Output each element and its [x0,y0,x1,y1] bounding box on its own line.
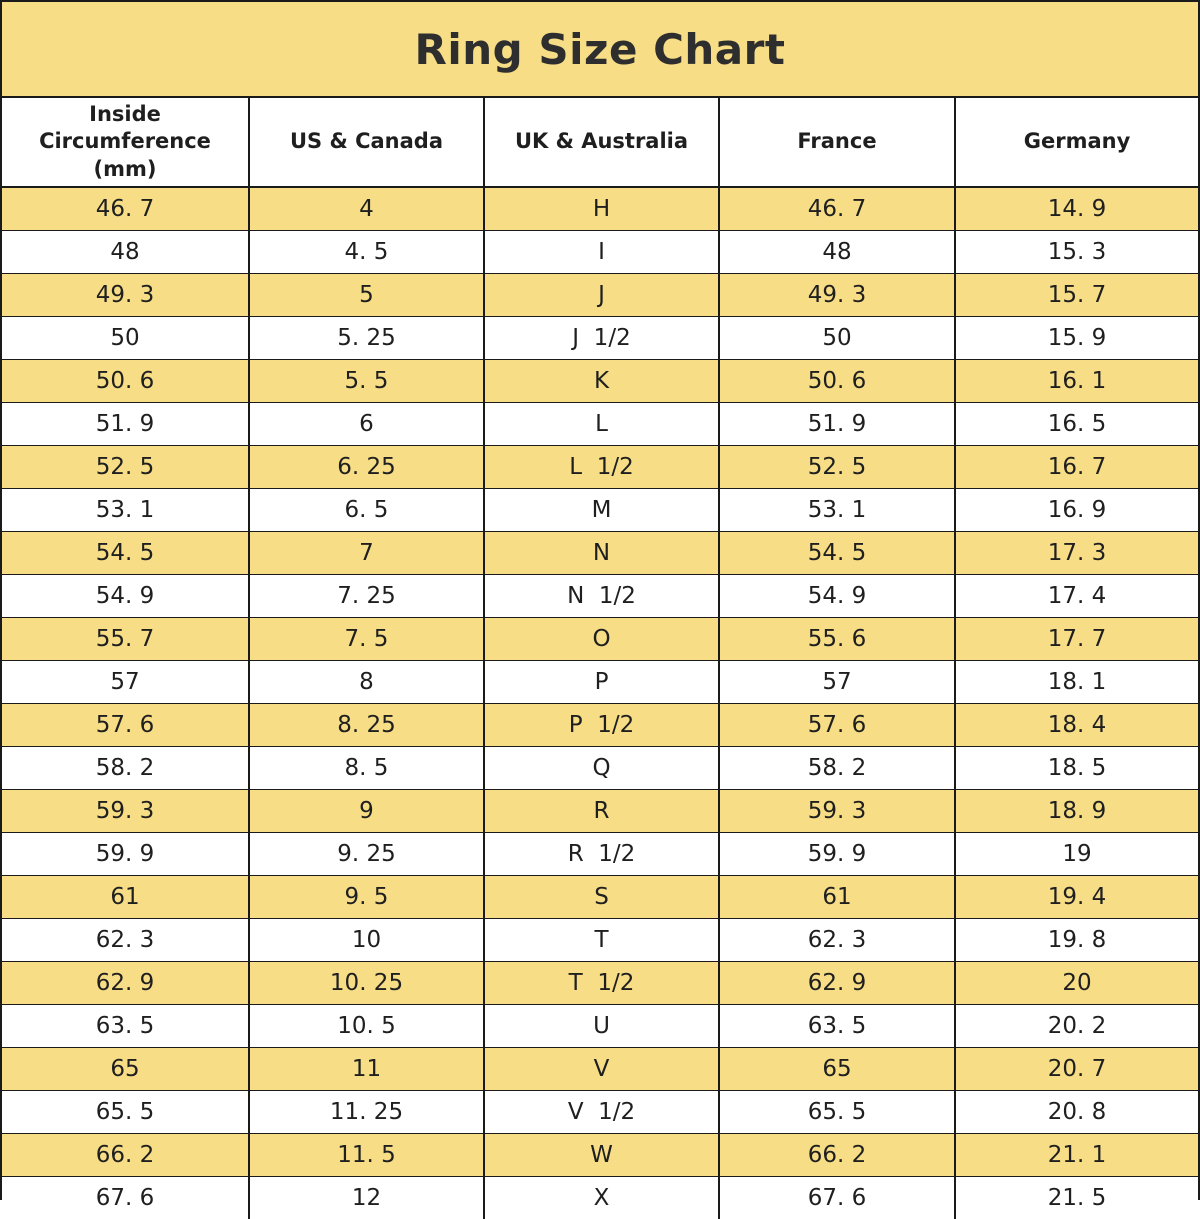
table-cell: 51. 9 [2,403,249,446]
table-cell: 17. 3 [955,532,1198,575]
table-cell: 59. 3 [2,790,249,833]
column-header-france [719,98,955,187]
table-cell: 8. 25 [249,704,484,747]
table-cell: 66. 2 [2,1134,249,1177]
table-header [2,98,1198,187]
table-row [2,489,1198,532]
table-cell: 11. 25 [249,1091,484,1134]
table-cell: 63. 5 [719,1005,955,1048]
table-cell: R 1/2 [484,833,719,876]
table-row [2,1005,1198,1048]
table-cell: N [484,532,719,575]
table-cell: 10. 25 [249,962,484,1005]
table-cell: 61 [719,876,955,919]
table-cell: 4 [249,187,484,231]
table-cell: O [484,618,719,661]
table-cell: 8 [249,661,484,704]
table-cell: 55. 6 [719,618,955,661]
column-header-germany [955,98,1198,187]
table-row [2,704,1198,747]
table-cell: 9. 25 [249,833,484,876]
table-cell: X [484,1177,719,1219]
table-cell: 59. 9 [2,833,249,876]
table-cell: 6. 25 [249,446,484,489]
table-cell: 49. 3 [2,274,249,317]
chart-title-bar [2,2,1198,98]
table-cell: 63. 5 [2,1005,249,1048]
table-cell: 59. 3 [719,790,955,833]
table-cell: 5 [249,274,484,317]
table-cell: 9. 5 [249,876,484,919]
table-cell: 54. 5 [719,532,955,575]
table-cell: H [484,187,719,231]
table-cell: 18. 5 [955,747,1198,790]
table-cell: 7 [249,532,484,575]
table-row [2,833,1198,876]
table-cell: L [484,403,719,446]
table-cell: 50 [2,317,249,360]
table-cell: T 1/2 [484,962,719,1005]
table-cell: 20. 2 [955,1005,1198,1048]
table-cell: 8. 5 [249,747,484,790]
table-cell: 20 [955,962,1198,1005]
table-row [2,1134,1198,1177]
table-row [2,919,1198,962]
table-cell: K [484,360,719,403]
column-header-line2: (mm) [8,156,242,183]
table-cell: 62. 9 [719,962,955,1005]
table-cell: 62. 3 [719,919,955,962]
table-cell: 20. 7 [955,1048,1198,1091]
table-cell: 6. 5 [249,489,484,532]
table-cell: 52. 5 [2,446,249,489]
table-cell: 16. 5 [955,403,1198,446]
table-row [2,962,1198,1005]
table-cell: M [484,489,719,532]
table-cell: 50. 6 [719,360,955,403]
table-cell: 62. 9 [2,962,249,1005]
table-row [2,231,1198,274]
table-cell: U [484,1005,719,1048]
table-cell: 66. 2 [719,1134,955,1177]
table-cell: P 1/2 [484,704,719,747]
table-cell: 11 [249,1048,484,1091]
table-cell: 16. 7 [955,446,1198,489]
table-cell: 21. 1 [955,1134,1198,1177]
table-cell: 57 [2,661,249,704]
table-row [2,317,1198,360]
column-header-line1: Inside Circumference [8,101,242,156]
table-cell: 16. 9 [955,489,1198,532]
table-cell: 49. 3 [719,274,955,317]
table-cell: 18. 9 [955,790,1198,833]
table-cell: V 1/2 [484,1091,719,1134]
table-cell: 55. 7 [2,618,249,661]
table-cell: 10. 5 [249,1005,484,1048]
table-cell: 52. 5 [719,446,955,489]
table-row [2,661,1198,704]
table-cell: 17. 7 [955,618,1198,661]
table-row [2,747,1198,790]
table-cell: 20. 8 [955,1091,1198,1134]
table-cell: 65. 5 [2,1091,249,1134]
table-cell: Q [484,747,719,790]
table-cell: 67. 6 [719,1177,955,1219]
table-cell: 12 [249,1177,484,1219]
table-cell: V [484,1048,719,1091]
table-cell: 48 [719,231,955,274]
column-header-line1: France [726,128,948,155]
table-cell: N 1/2 [484,575,719,618]
table-cell: 19. 4 [955,876,1198,919]
table-cell: 50. 6 [2,360,249,403]
table-cell: 48 [2,231,249,274]
table-cell: 51. 9 [719,403,955,446]
table-cell: W [484,1134,719,1177]
table-cell: 18. 4 [955,704,1198,747]
column-header-us-canada [249,98,484,187]
table-cell: 14. 9 [955,187,1198,231]
table-cell: 46. 7 [2,187,249,231]
table-row [2,876,1198,919]
table-row [2,532,1198,575]
page-title: Ring Size Chart [415,25,786,74]
table-cell: 11. 5 [249,1134,484,1177]
table-cell: 65 [2,1048,249,1091]
column-header-line1: UK & Australia [491,128,712,155]
table-cell: 5. 5 [249,360,484,403]
table-row [2,187,1198,231]
table-cell: 17. 4 [955,575,1198,618]
table-cell: 15. 7 [955,274,1198,317]
table-cell: 67. 6 [2,1177,249,1219]
table-cell: 62. 3 [2,919,249,962]
column-header-uk-australia [484,98,719,187]
table-cell: 54. 9 [719,575,955,618]
table-cell: 65 [719,1048,955,1091]
table-row [2,274,1198,317]
table-cell: 5. 25 [249,317,484,360]
table-row [2,360,1198,403]
column-header-inside-circumference [2,98,249,187]
table-cell: 65. 5 [719,1091,955,1134]
table-cell: 16. 1 [955,360,1198,403]
table-cell: 4. 5 [249,231,484,274]
table-cell: 15. 9 [955,317,1198,360]
table-cell: 9 [249,790,484,833]
table-cell: 46. 7 [719,187,955,231]
table-cell: 54. 5 [2,532,249,575]
ring-size-table [2,98,1198,1219]
table-row [2,575,1198,618]
column-header-line1: US & Canada [256,128,477,155]
table-cell: 59. 9 [719,833,955,876]
table-cell: 58. 2 [719,747,955,790]
table-cell: 57 [719,661,955,704]
table-row [2,403,1198,446]
table-row [2,1177,1198,1219]
table-row [2,790,1198,833]
table-cell: 19. 8 [955,919,1198,962]
table-cell: 57. 6 [719,704,955,747]
table-cell: 58. 2 [2,747,249,790]
table-cell: 57. 6 [2,704,249,747]
column-header-line1: Germany [962,128,1192,155]
table-row [2,446,1198,489]
table-cell: 61 [2,876,249,919]
table-cell: 54. 9 [2,575,249,618]
table-cell: R [484,790,719,833]
table-row [2,1048,1198,1091]
table-cell: 53. 1 [2,489,249,532]
table-cell: 10 [249,919,484,962]
table-body [2,187,1198,1219]
table-cell: T [484,919,719,962]
table-cell: 6 [249,403,484,446]
table-cell: 53. 1 [719,489,955,532]
table-cell: 19 [955,833,1198,876]
table-cell: 18. 1 [955,661,1198,704]
table-header-row [2,98,1198,187]
table-cell: 15. 3 [955,231,1198,274]
table-cell: J [484,274,719,317]
table-cell: P [484,661,719,704]
table-cell: 7. 5 [249,618,484,661]
table-cell: 50 [719,317,955,360]
table-cell: J 1/2 [484,317,719,360]
table-cell: S [484,876,719,919]
table-cell: 7. 25 [249,575,484,618]
table-row [2,618,1198,661]
table-cell: I [484,231,719,274]
table-cell: L 1/2 [484,446,719,489]
table-cell: 21. 5 [955,1177,1198,1219]
table-row [2,1091,1198,1134]
